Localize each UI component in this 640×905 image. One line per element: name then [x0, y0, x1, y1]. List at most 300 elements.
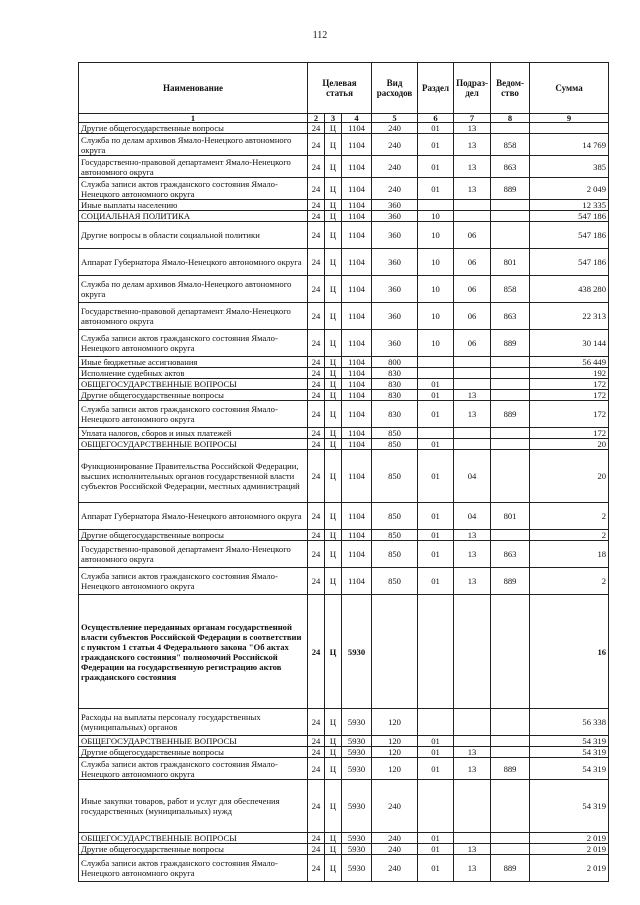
table-row: [79, 401, 609, 428]
row-dept: [491, 368, 530, 379]
row-target-a: 24: [308, 541, 325, 568]
row-sum: 2: [530, 568, 609, 595]
row-target-b: Ц: [325, 450, 342, 503]
row-section: [418, 709, 454, 736]
table-row: [79, 736, 609, 747]
row-sum: 438 280: [530, 276, 609, 303]
row-kind: 120: [372, 736, 418, 747]
row-kind: [372, 595, 418, 709]
row-kind: 830: [372, 368, 418, 379]
row-sum: 547 186: [530, 222, 609, 249]
row-name: Иные выплаты населению: [79, 200, 308, 211]
row-subsection: 13: [454, 844, 491, 855]
row-dept: [491, 439, 530, 450]
row-dept: 858: [491, 134, 530, 156]
table-row: [79, 450, 609, 503]
row-sum: 56 449: [530, 357, 609, 368]
row-dept: 863: [491, 541, 530, 568]
row-dept: [491, 833, 530, 844]
row-kind: 240: [372, 855, 418, 882]
row-sum: 172: [530, 379, 609, 390]
column-numbers-row: [79, 114, 609, 123]
row-target-a: 24: [308, 123, 325, 134]
row-target-c: 1104: [342, 156, 372, 178]
row-target-c: 1104: [342, 390, 372, 401]
row-sum: 54 319: [530, 747, 609, 758]
row-target-a: 24: [308, 357, 325, 368]
row-section: 10: [418, 222, 454, 249]
row-target-b: Ц: [325, 330, 342, 357]
row-subsection: 13: [454, 156, 491, 178]
row-target-b: Ц: [325, 390, 342, 401]
row-target-a: 24: [308, 134, 325, 156]
row-name: Государственно-правовой департамент Ямало-Ненецкого автономного округа: [79, 156, 308, 178]
column-number: 8: [491, 114, 530, 123]
row-dept: [491, 709, 530, 736]
row-dept: [491, 450, 530, 503]
table-row: [79, 439, 609, 450]
row-target-b: Ц: [325, 134, 342, 156]
row-name: Служба записи актов гражданского состояния Ямало-Ненецкого автономного округа: [79, 330, 308, 357]
table-row: [79, 368, 609, 379]
column-number: 1: [79, 114, 308, 123]
row-target-a: 24: [308, 747, 325, 758]
table-row: [79, 758, 609, 780]
row-sum: 2: [530, 503, 609, 530]
row-sum: 22 313: [530, 303, 609, 330]
row-subsection: [454, 439, 491, 450]
table-row: [79, 709, 609, 736]
column-number: 6: [418, 114, 454, 123]
row-target-a: 24: [308, 200, 325, 211]
row-name: Служба по делам архивов Ямало-Ненецкого автономного округа: [79, 134, 308, 156]
row-target-a: 24: [308, 303, 325, 330]
table-row: [79, 200, 609, 211]
row-target-c: 1104: [342, 428, 372, 439]
row-target-b: Ц: [325, 303, 342, 330]
row-target-b: Ц: [325, 541, 342, 568]
row-target-c: 1104: [342, 357, 372, 368]
row-target-b: Ц: [325, 780, 342, 833]
row-target-b: Ц: [325, 503, 342, 530]
row-kind: 360: [372, 200, 418, 211]
row-name: Служба записи актов гражданского состояния Ямало-Ненецкого автономного округа: [79, 178, 308, 200]
row-dept: [491, 844, 530, 855]
row-subsection: 04: [454, 503, 491, 530]
row-kind: 240: [372, 123, 418, 134]
row-dept: 889: [491, 330, 530, 357]
row-section: 01: [418, 134, 454, 156]
row-sum: 2 019: [530, 844, 609, 855]
row-name: Иные закупки товаров, работ и услуг для обеспечения государственных (муниципальных) нужд: [79, 780, 308, 833]
row-subsection: [454, 736, 491, 747]
row-target-c: 5930: [342, 855, 372, 882]
row-target-b: Ц: [325, 249, 342, 276]
column-number: 7: [454, 114, 491, 123]
row-target-a: 24: [308, 379, 325, 390]
table-row: [79, 156, 609, 178]
row-section: 10: [418, 276, 454, 303]
row-subsection: [454, 200, 491, 211]
table-row: [79, 844, 609, 855]
row-subsection: [454, 357, 491, 368]
row-sum: 20: [530, 450, 609, 503]
row-kind: 360: [372, 249, 418, 276]
row-sum: 2 049: [530, 178, 609, 200]
row-dept: 889: [491, 855, 530, 882]
row-target-b: Ц: [325, 211, 342, 222]
row-target-a: 24: [308, 276, 325, 303]
row-section: 01: [418, 736, 454, 747]
row-target-a: 24: [308, 833, 325, 844]
row-section: 01: [418, 379, 454, 390]
row-sum: 547 186: [530, 249, 609, 276]
row-kind: 240: [372, 178, 418, 200]
row-dept: 858: [491, 276, 530, 303]
row-target-b: Ц: [325, 357, 342, 368]
row-dept: 801: [491, 503, 530, 530]
table-row: [79, 249, 609, 276]
row-sum: 14 769: [530, 134, 609, 156]
row-target-c: 5930: [342, 747, 372, 758]
row-kind: 830: [372, 390, 418, 401]
table-row: [79, 833, 609, 844]
row-name: Аппарат Губернатора Ямало-Ненецкого автономного округа: [79, 249, 308, 276]
row-kind: 120: [372, 758, 418, 780]
row-target-c: 1104: [342, 503, 372, 530]
row-target-a: 24: [308, 855, 325, 882]
header-name: Наименование: [79, 63, 308, 114]
row-section: [418, 780, 454, 833]
row-name: Другие общегосударственные вопросы: [79, 844, 308, 855]
row-dept: 889: [491, 758, 530, 780]
row-target-c: 1104: [342, 368, 372, 379]
row-target-b: Ц: [325, 156, 342, 178]
row-subsection: 13: [454, 747, 491, 758]
row-section: 01: [418, 156, 454, 178]
row-target-c: 1104: [342, 276, 372, 303]
row-kind: 360: [372, 330, 418, 357]
page-number: 112: [312, 30, 328, 41]
row-subsection: [454, 428, 491, 439]
row-target-c: 1104: [342, 568, 372, 595]
row-subsection: 13: [454, 134, 491, 156]
row-kind: 850: [372, 541, 418, 568]
row-kind: 850: [372, 450, 418, 503]
row-name: Другие общегосударственные вопросы: [79, 390, 308, 401]
row-target-c: 1104: [342, 134, 372, 156]
row-dept: [491, 390, 530, 401]
row-subsection: 04: [454, 450, 491, 503]
row-section: 01: [418, 178, 454, 200]
row-target-c: 1104: [342, 450, 372, 503]
table-row: [79, 222, 609, 249]
row-name: Государственно-правовой департамент Ямало-Ненецкого автономного округа: [79, 541, 308, 568]
row-subsection: 13: [454, 530, 491, 541]
table-row: [79, 503, 609, 530]
row-target-b: Ц: [325, 200, 342, 211]
row-target-b: Ц: [325, 439, 342, 450]
header-subsection: Подраз-дел: [454, 63, 491, 114]
table-row: [79, 330, 609, 357]
row-dept: [491, 595, 530, 709]
column-number: 3: [325, 114, 342, 123]
row-sum: 54 319: [530, 736, 609, 747]
row-target-a: 24: [308, 568, 325, 595]
row-kind: 120: [372, 709, 418, 736]
row-name: Служба по делам архивов Ямало-Ненецкого автономного округа: [79, 276, 308, 303]
row-section: [418, 200, 454, 211]
row-name: Аппарат Губернатора Ямало-Ненецкого автономного округа: [79, 503, 308, 530]
row-target-a: 24: [308, 758, 325, 780]
row-section: 01: [418, 541, 454, 568]
row-kind: 360: [372, 211, 418, 222]
table-row: [79, 595, 609, 709]
row-subsection: [454, 368, 491, 379]
table-row: [79, 568, 609, 595]
row-target-b: Ц: [325, 747, 342, 758]
row-section: 01: [418, 439, 454, 450]
row-subsection: 13: [454, 568, 491, 595]
row-target-c: 1104: [342, 200, 372, 211]
table-row: [79, 303, 609, 330]
row-target-c: 1104: [342, 530, 372, 541]
row-dept: 889: [491, 568, 530, 595]
row-sum: 172: [530, 390, 609, 401]
table-row: [79, 747, 609, 758]
row-subsection: 13: [454, 178, 491, 200]
row-name: Другие общегосударственные вопросы: [79, 530, 308, 541]
row-target-a: 24: [308, 330, 325, 357]
row-sum: 18: [530, 541, 609, 568]
row-name: Другие общегосударственные вопросы: [79, 747, 308, 758]
row-section: 01: [418, 390, 454, 401]
row-subsection: 06: [454, 276, 491, 303]
header-sum: Сумма: [530, 63, 609, 114]
row-target-c: 5930: [342, 758, 372, 780]
row-subsection: 13: [454, 401, 491, 428]
row-target-a: 24: [308, 736, 325, 747]
row-section: 01: [418, 844, 454, 855]
row-target-b: Ц: [325, 709, 342, 736]
row-target-a: 24: [308, 178, 325, 200]
row-dept: [491, 222, 530, 249]
row-dept: 863: [491, 303, 530, 330]
row-target-a: 24: [308, 222, 325, 249]
row-kind: 830: [372, 379, 418, 390]
row-sum: [530, 123, 609, 134]
row-dept: 889: [491, 401, 530, 428]
row-sum: 16: [530, 595, 609, 709]
row-section: 01: [418, 758, 454, 780]
column-number: 4: [342, 114, 372, 123]
table-row: [79, 390, 609, 401]
row-dept: [491, 379, 530, 390]
row-kind: 360: [372, 276, 418, 303]
table-row: [79, 123, 609, 134]
row-section: 10: [418, 249, 454, 276]
table-row: [79, 541, 609, 568]
table-row: [79, 780, 609, 833]
row-target-b: Ц: [325, 379, 342, 390]
table-row: [79, 855, 609, 882]
row-target-b: Ц: [325, 368, 342, 379]
row-target-a: 24: [308, 709, 325, 736]
row-target-b: Ц: [325, 222, 342, 249]
table-row: [79, 530, 609, 541]
row-sum: 54 319: [530, 780, 609, 833]
row-subsection: 13: [454, 123, 491, 134]
row-subsection: [454, 379, 491, 390]
row-dept: [491, 736, 530, 747]
row-section: 01: [418, 123, 454, 134]
row-target-c: 1104: [342, 249, 372, 276]
row-name: ОБЩЕГОСУДАРСТВЕННЫЕ ВОПРОСЫ: [79, 379, 308, 390]
table-row: [79, 428, 609, 439]
row-section: 01: [418, 855, 454, 882]
row-target-a: 24: [308, 390, 325, 401]
row-subsection: 06: [454, 303, 491, 330]
table-row: [79, 357, 609, 368]
row-sum: 2 019: [530, 855, 609, 882]
row-kind: 850: [372, 503, 418, 530]
row-section: [418, 428, 454, 439]
row-target-b: Ц: [325, 428, 342, 439]
table-row: [79, 134, 609, 156]
row-target-a: 24: [308, 439, 325, 450]
row-section: 01: [418, 530, 454, 541]
row-target-b: Ц: [325, 595, 342, 709]
row-sum: 172: [530, 428, 609, 439]
row-target-b: Ц: [325, 833, 342, 844]
row-sum: 385: [530, 156, 609, 178]
row-target-a: 24: [308, 156, 325, 178]
row-kind: 360: [372, 303, 418, 330]
row-target-c: 1104: [342, 541, 372, 568]
row-kind: 850: [372, 439, 418, 450]
row-section: 01: [418, 568, 454, 595]
row-target-c: 1104: [342, 222, 372, 249]
row-target-c: 1104: [342, 211, 372, 222]
row-target-a: 24: [308, 450, 325, 503]
row-target-b: Ц: [325, 530, 342, 541]
row-subsection: 06: [454, 222, 491, 249]
row-name: Расходы на выплаты персоналу государственных (муниципальных) органов: [79, 709, 308, 736]
row-target-a: 24: [308, 595, 325, 709]
row-subsection: 06: [454, 330, 491, 357]
row-target-b: Ц: [325, 736, 342, 747]
row-target-a: 24: [308, 844, 325, 855]
row-section: 01: [418, 833, 454, 844]
row-target-b: Ц: [325, 855, 342, 882]
row-dept: [491, 530, 530, 541]
column-number: 5: [372, 114, 418, 123]
row-subsection: [454, 780, 491, 833]
row-target-c: 1104: [342, 303, 372, 330]
row-dept: [491, 780, 530, 833]
row-sum: 192: [530, 368, 609, 379]
row-target-c: 5930: [342, 709, 372, 736]
row-sum: 56 338: [530, 709, 609, 736]
row-section: [418, 357, 454, 368]
row-subsection: 13: [454, 758, 491, 780]
row-subsection: [454, 833, 491, 844]
row-sum: 547 186: [530, 211, 609, 222]
row-target-c: 1104: [342, 379, 372, 390]
row-section: 01: [418, 450, 454, 503]
row-kind: 850: [372, 428, 418, 439]
row-target-c: 1104: [342, 123, 372, 134]
row-sum: 2 019: [530, 833, 609, 844]
row-subsection: 13: [454, 855, 491, 882]
row-section: 10: [418, 211, 454, 222]
row-target-a: 24: [308, 368, 325, 379]
row-section: 01: [418, 503, 454, 530]
row-name: Исполнение судебных актов: [79, 368, 308, 379]
row-target-c: 1104: [342, 330, 372, 357]
row-name: Служба записи актов гражданского состояния Ямало-Ненецкого автономного округа: [79, 568, 308, 595]
row-name: Другие вопросы в области социальной политики: [79, 222, 308, 249]
row-target-c: 1104: [342, 439, 372, 450]
row-target-a: 24: [308, 530, 325, 541]
row-dept: 889: [491, 178, 530, 200]
row-section: 10: [418, 303, 454, 330]
row-dept: [491, 428, 530, 439]
header-target: Целевая статья: [308, 63, 372, 114]
row-name: Осуществление переданных органам государственной власти субъектов Российской Федерации в соответствии с пунктом 1 статьи 4 Федерального закона "Об актах гражданского состояния" полномочий Российской Федерации на государственную регистрацию актов гражданского состояния: [79, 595, 308, 709]
row-section: 10: [418, 330, 454, 357]
row-kind: 240: [372, 780, 418, 833]
row-target-c: 5930: [342, 736, 372, 747]
row-target-b: Ц: [325, 568, 342, 595]
row-name: ОБЩЕГОСУДАРСТВЕННЫЕ ВОПРОСЫ: [79, 736, 308, 747]
row-kind: 240: [372, 844, 418, 855]
row-kind: 850: [372, 568, 418, 595]
header-section: Раздел: [418, 63, 454, 114]
row-section: [418, 368, 454, 379]
row-sum: 30 144: [530, 330, 609, 357]
row-dept: [491, 211, 530, 222]
row-sum: 54 319: [530, 758, 609, 780]
row-name: Другие общегосударственные вопросы: [79, 123, 308, 134]
table-row: [79, 276, 609, 303]
header-row: [79, 63, 609, 114]
row-dept: 863: [491, 156, 530, 178]
row-name: Служба записи актов гражданского состояния Ямало-Ненецкого автономного округа: [79, 401, 308, 428]
row-kind: 830: [372, 401, 418, 428]
row-target-c: 5930: [342, 844, 372, 855]
row-dept: [491, 747, 530, 758]
row-name: Государственно-правовой департамент Ямало-Ненецкого автономного округа: [79, 303, 308, 330]
row-target-b: Ц: [325, 178, 342, 200]
row-target-a: 24: [308, 503, 325, 530]
row-kind: 240: [372, 156, 418, 178]
row-name: ОБЩЕГОСУДАРСТВЕННЫЕ ВОПРОСЫ: [79, 439, 308, 450]
row-sum: 12 335: [530, 200, 609, 211]
table-row: [79, 211, 609, 222]
row-name: Уплата налогов, сборов и иных платежей: [79, 428, 308, 439]
row-section: [418, 595, 454, 709]
row-target-b: Ц: [325, 401, 342, 428]
row-section: 01: [418, 747, 454, 758]
row-target-b: Ц: [325, 844, 342, 855]
row-target-c: 5930: [342, 595, 372, 709]
row-target-a: 24: [308, 211, 325, 222]
row-sum: 20: [530, 439, 609, 450]
row-name: Функционирование Правительства Российской Федерации, высших исполнительных органов государственной власти субъектов Российской Федерации, местных администраций: [79, 450, 308, 503]
row-target-a: 24: [308, 249, 325, 276]
row-subsection: [454, 709, 491, 736]
